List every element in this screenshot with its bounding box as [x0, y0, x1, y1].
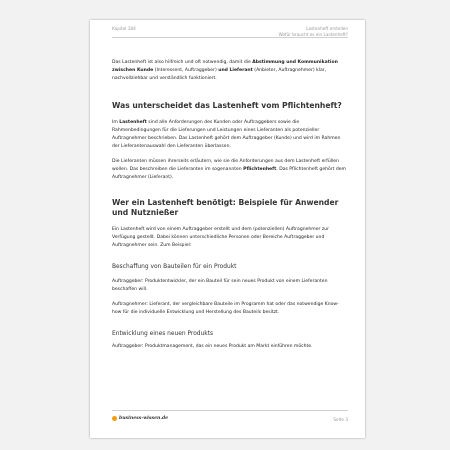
document-page	[90, 20, 365, 438]
s1p2-text-1: Die Lieferanten müssen ihrerseits erläutern, wie sie die Anforderungen aus dem Lastenheft erfüllen wollen. Das beschreiben die Lieferanten im sogenannten	[112, 159, 339, 172]
section2-paragraph-1: Ein Lastenheft wird von einem Auftraggeber erstellt und dem (potenziellen) Auftragnehmer zur Verfügung gestellt. Dabei können unterschiedliche Personen oder Bereiche Auftraggeber und Auftragnehmer sein. Zum Beispiel:	[112, 227, 329, 248]
s1p2-bold-1: Pflichtenheft	[243, 167, 277, 172]
s1p1-text-1: Im	[112, 120, 120, 125]
section1-heading: Was unterscheidet das Lastenheft vom Pflichtenheft?	[112, 101, 342, 110]
header-subtitle: Wofür braucht es ein Lastenheft?	[278, 31, 348, 37]
footer-divider	[112, 410, 348, 411]
intro-paragraph	[112, 59, 348, 83]
s1p1-bold-1: Lastenheft	[119, 120, 147, 125]
subsection1-heading: Beschaffung von Bauteilen für ein Produkt	[112, 264, 237, 270]
subsection1-paragraph-2: Auftragnehmer: Lieferant, der vergleichbare Bauteile im Programm hat oder das notwendige Know-how für die individuelle Entwicklung und Herstellung des Bauteils besitzt.	[112, 302, 339, 315]
section1-paragraph-2	[112, 158, 348, 182]
header-title: Lastenheft erstellen	[306, 26, 348, 31]
logo-text: business-wissen.de	[119, 416, 169, 421]
subsection1-paragraph-1: Auftraggeber: Produktentwickler, der ein Bauteil für sein neues Produkt von einem Lieferanten beschaffen will.	[112, 279, 328, 292]
page-number: Seite 3	[333, 417, 348, 422]
logo-dot-icon	[112, 416, 117, 421]
intro-text-1: Das Lastenheft ist also hilfreich und oft notwendig, damit die	[112, 60, 253, 65]
s1p2-text-2: . Das Pflichtenheft gehört dem Auftragnehmer (Lieferant).	[112, 167, 346, 180]
intro-text-3: (Anbieter, Auftragnehmer) klar, nachvollziehbar und verständlich funktioniert.	[112, 68, 327, 81]
header-title-block	[279, 26, 348, 37]
s1p1-text-2: sind alle Anforderungen des Kunden oder Auftraggebers sowie die Rahmenbedingungen für die Lieferungen und Leistungen eines Lieferanten als potenzieller Auftragnehmer beschrieben. Das Lastenheft gehört dem Auftraggeber (Kunde) und wird im Rahmen der Lieferantenauswahl den Lieferanten überlassen.	[112, 120, 341, 149]
header-divider	[112, 37, 348, 38]
footer-logo	[112, 416, 168, 421]
intro-text-2: (Interessent, Auftraggeber)	[153, 68, 219, 73]
page-content	[112, 59, 348, 351]
subsection2-heading: Entwicklung eines neuen Produkts	[112, 331, 214, 337]
intro-bold-1: Abstimmung und Kommunikation zwischen Kunde	[112, 60, 338, 73]
header-chapter: Kapitel 184	[112, 26, 136, 31]
subsection2-paragraph-1: Auftraggeber: Produktmanagement, das ein neues Produkt am Markt einführen möchte.	[112, 344, 313, 349]
section2-heading: Wer ein Lastenheft benötigt: Beispiele für Anwender und Nutznießer	[112, 198, 339, 217]
section1-paragraph-1	[112, 119, 348, 151]
intro-bold-2: und Lieferant	[218, 68, 253, 73]
